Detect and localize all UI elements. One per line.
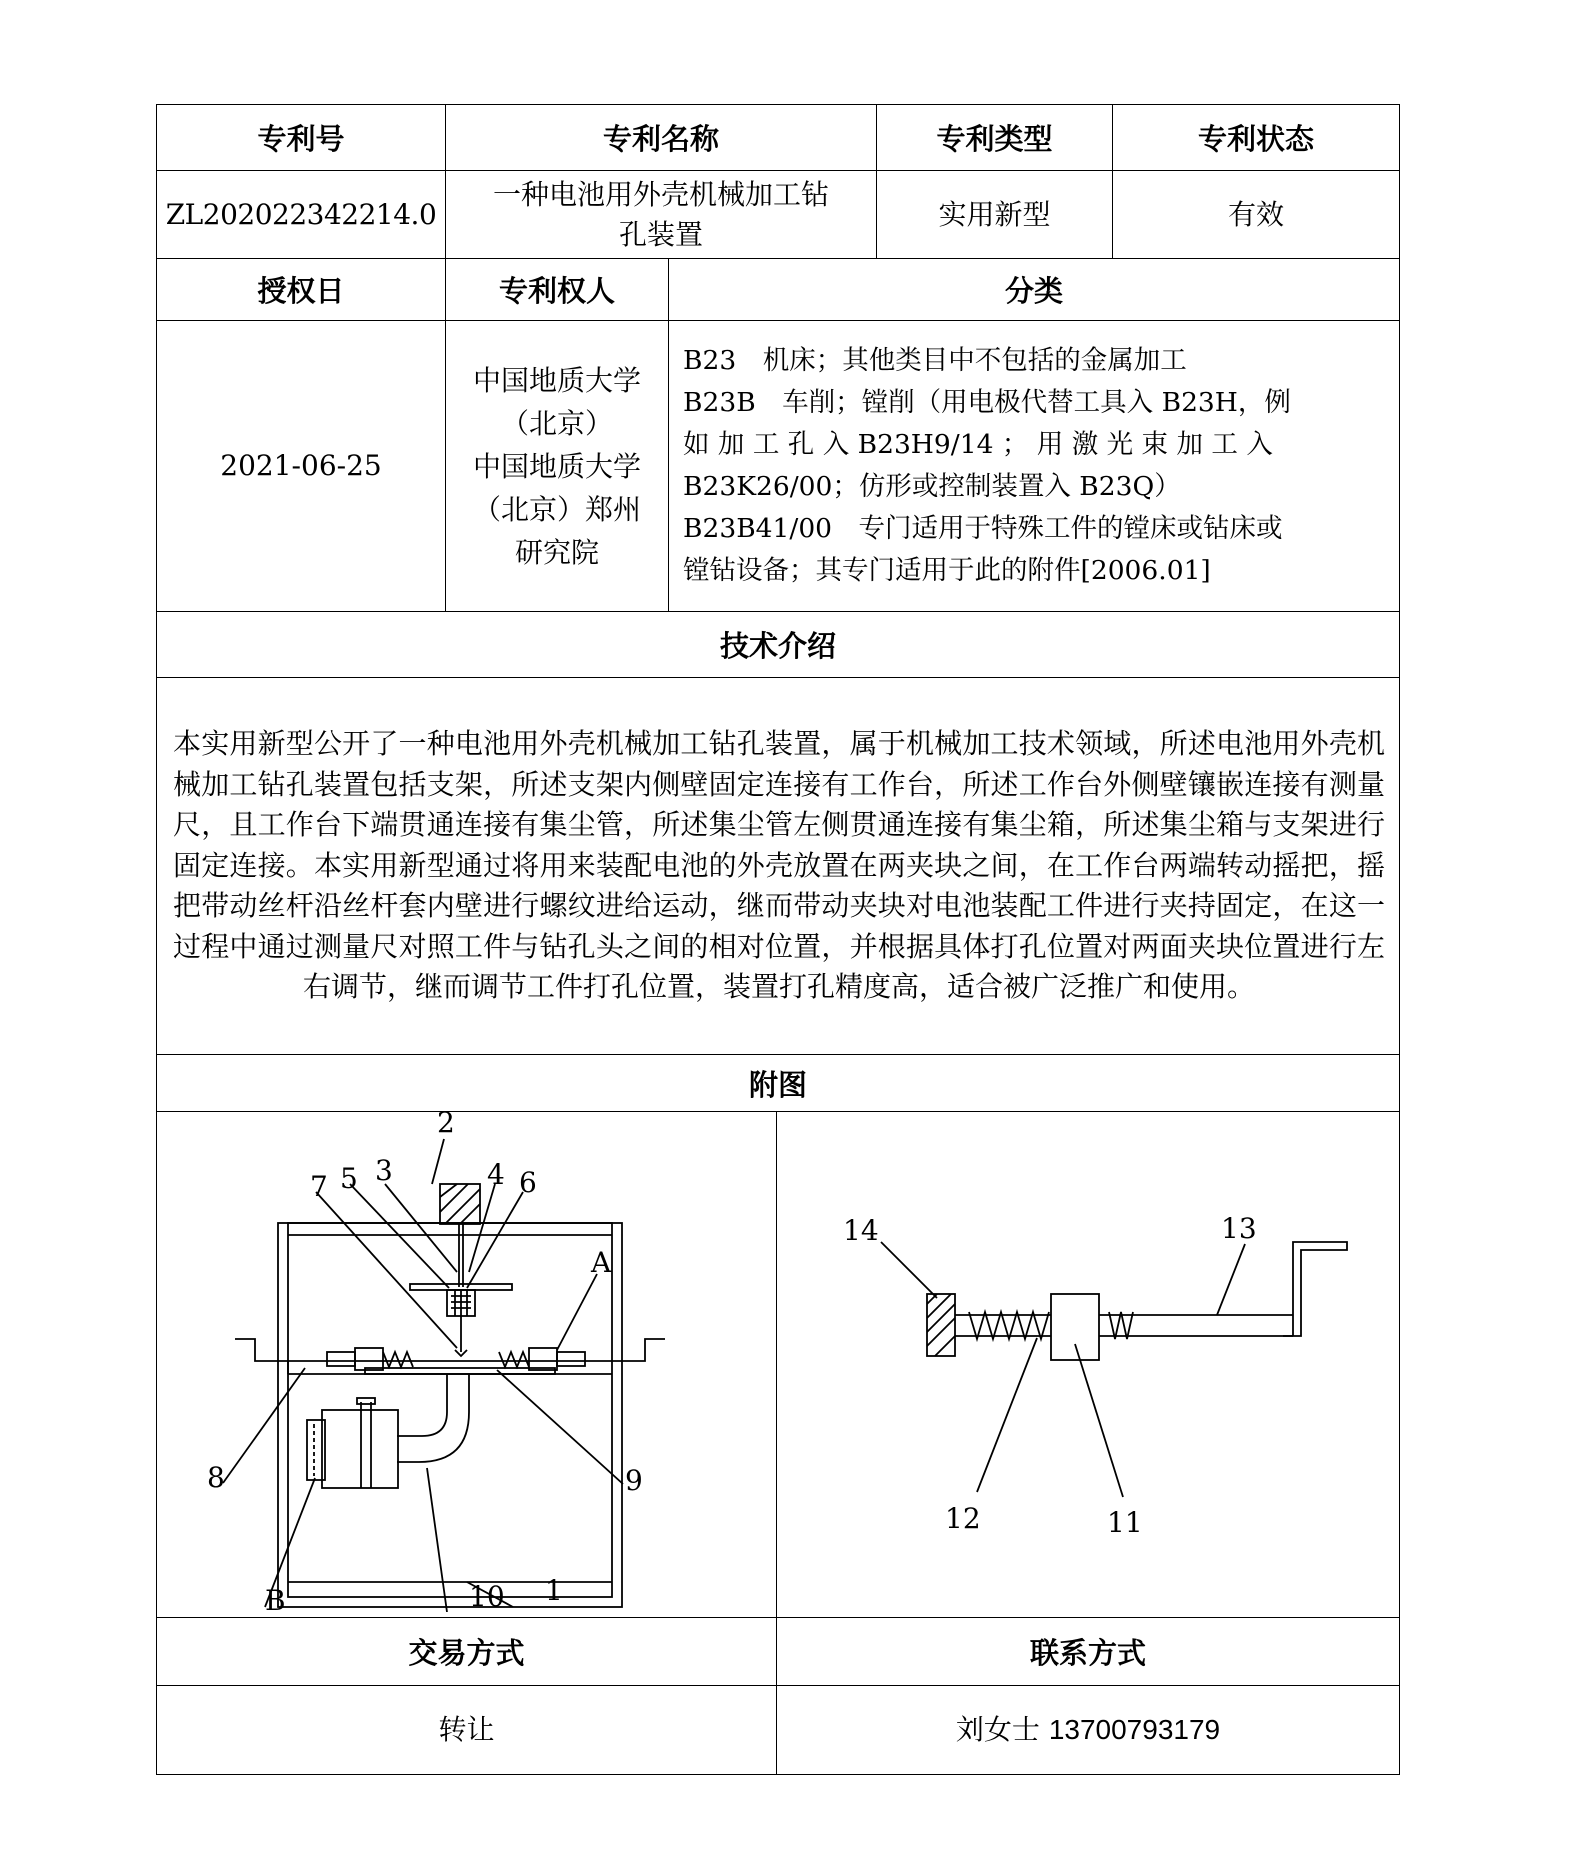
tech-intro: 本实用新型公开了一种电池用外壳机械加工钻孔装置，属于机械加工技术领域，所述电池用外壳机械加工钻孔装置包括支架，所述支架内侧壁固定连接有工作台，所述工作台外侧壁镶嵌连接有测量尺，且工作台下端贯通连接有集尘管，所述集尘管左侧贯通连接有集尘箱，所述集尘箱与支架进行固定连接。本实用新型通过将用来装配电池的外壳放置在两夹块之间，在工作台两端转动摇把，摇把带动丝杆沿丝杆套内壁进行螺纹进给运动，继而带动夹块对电池装配工件进行夹持固定，在这一过程中通过测量尺对照工件与钻孔头之间的相对位置，并根据具体打孔位置对两面夹块位置进行左右调节，继而调节工件打孔位置，装置打孔精度高，适合被广泛推广和使用。 [157, 678, 1400, 1055]
figure-label: B [265, 1584, 286, 1612]
figure-label: 11 [1107, 1506, 1143, 1539]
classification-line: B23B41/00 专门适用于特殊工件的镗床或钻床或 [683, 513, 1283, 544]
classification-line: B23K26/00；仿形或控制装置入 B23Q） [683, 471, 1181, 502]
figure-label: 14 [843, 1214, 879, 1247]
header-patent-name: 专利名称 [446, 105, 877, 171]
figure-1-drilling-device [157, 1112, 775, 1612]
patentee-line: 中国地质大学 [472, 449, 641, 483]
header-patent-status: 专利状态 [1113, 105, 1400, 171]
figure-label: 12 [945, 1502, 981, 1535]
figure-label: 13 [1221, 1212, 1257, 1245]
figure-label: 2 [437, 1112, 455, 1139]
classification [669, 321, 1400, 612]
patent-no: ZL202022342214.0 [157, 171, 446, 259]
patent-name-line: 一种电池用外壳机械加工钻 [493, 177, 830, 211]
classification-line: 如 加 工 孔 入 B23H9/14 ； 用 激 光 束 加 工 入 [683, 429, 1273, 460]
trade-method: 转让 [157, 1686, 777, 1775]
contact [777, 1686, 1400, 1775]
patentee-line: 中国地质大学 [472, 363, 641, 397]
grant-date: 2021-06-25 [157, 321, 446, 612]
figure-2-clamp-assembly [777, 1112, 1397, 1612]
figure-1-cell [157, 1112, 777, 1618]
header-patent-no: 专利号 [157, 105, 446, 171]
figure-label: 4 [487, 1158, 505, 1191]
patentee [446, 321, 669, 612]
header-figures: 附图 [157, 1055, 1400, 1112]
patent-sheet [156, 104, 1399, 1775]
header-contact: 联系方式 [777, 1618, 1400, 1686]
figure-label: 8 [207, 1461, 225, 1494]
patent-table [156, 104, 1400, 1775]
header-classification: 分类 [669, 259, 1400, 321]
figure-label: 5 [340, 1162, 358, 1195]
figure-label: 10 [469, 1580, 505, 1612]
patent-status: 有效 [1113, 171, 1400, 259]
patentee-line: 研究院 [514, 535, 599, 569]
contact-phone: 13700793179 [1048, 1714, 1221, 1745]
header-patentee: 专利权人 [446, 259, 669, 321]
classification-line: B23B 车削；镗削（用电极代替工具入 B23H，例 [683, 387, 1291, 418]
figure-2-cell [777, 1112, 1400, 1618]
patent-name [446, 171, 877, 259]
patent-type: 实用新型 [877, 171, 1113, 259]
patentee-line: （北京）郑州 [472, 492, 641, 526]
patentee-line: （北京） [500, 406, 613, 440]
figure-label: 9 [625, 1464, 643, 1497]
figure-label: 7 [310, 1170, 328, 1203]
patent-name-line: 孔装置 [619, 217, 704, 251]
figure-label: 3 [375, 1154, 393, 1187]
header-patent-type: 专利类型 [877, 105, 1113, 171]
contact-name: 刘女士 [955, 1713, 1040, 1746]
classification-line: 镗钻设备；其专门适用于此的附件[2006.01] [683, 555, 1211, 586]
header-grant-date: 授权日 [157, 259, 446, 321]
figure-label: A [591, 1246, 612, 1279]
header-trade-method: 交易方式 [157, 1618, 777, 1686]
figure-label: 1 [545, 1574, 563, 1607]
header-tech-intro: 技术介绍 [157, 612, 1400, 678]
figure-label: 6 [519, 1166, 537, 1199]
classification-line: B23 机床；其他类目中不包括的金属加工 [683, 345, 1187, 376]
